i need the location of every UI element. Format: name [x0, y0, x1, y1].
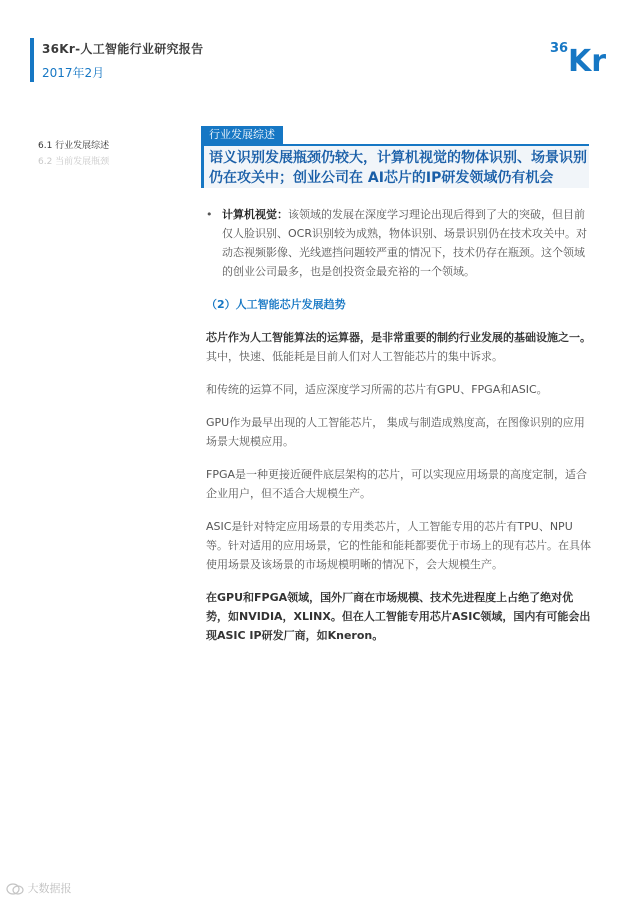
nav-item-bottleneck[interactable]: 6.2 当前发展瓶颈: [38, 157, 110, 167]
paragraph-chip-intro-rest: 其中，快速、低能耗是目前人们对人工智能芯片的集中诉求。: [206, 350, 503, 363]
paragraph-chip-types: 和传统的运算不同，适应深度学习所需的芯片有GPU、FPGA和ASIC。: [206, 383, 548, 396]
report-title: 36Kr-人工智能行业研究报告: [42, 42, 204, 56]
bullet-computer-vision: [206, 205, 594, 281]
paragraph-chip-intro-bold: 芯片作为人工智能算法的运算器，是非常重要的制约行业发展的基础设施之一。: [206, 331, 591, 344]
bullet-label: 计算机视觉：: [222, 208, 288, 221]
sub-heading-chip-trend: （2）人工智能芯片发展趋势: [206, 298, 346, 311]
watermark: [6, 880, 72, 896]
bullet-text: 该领域的发展在深度学习理论出现后得到了大的突破，但目前仅人脸识别、OCR识别较为成熟，物体识别、场景识别仍在技术攻关中。对动态视频影像、光线遮挡问题较严重的情况下，技术仍存在瓶颈。这个领域的创业公司最多，也是创投资金最充裕的一个领域。: [222, 208, 587, 278]
svg-text:36: 36: [550, 41, 569, 56]
logo-36kr: [548, 38, 618, 74]
nav-item-overview[interactable]: 6.1 行业发展综述: [38, 141, 110, 151]
paragraph-market-summary: 在GPU和FPGA领域，国外厂商在市场规模、技术先进程度上占绝了绝对优势，如NVIDIA，XLINX。但在人工智能专用芯片ASIC领域，国内有可能会出现ASIC IP研发厂商，如Kneron。: [206, 591, 591, 642]
paragraph-fpga: FPGA是一种更接近硬件底层架构的芯片，可以实现应用场景的高度定制，适合企业用户，但不适合大规模生产。: [206, 468, 588, 500]
section-tab: 行业发展综述: [201, 126, 283, 144]
paragraph-gpu: GPU作为最早出现的人工智能芯片， 集成与制造成熟度高，在图像识别的应用场景大规模应用。: [206, 416, 585, 448]
svg-text:Kr: Kr: [568, 44, 607, 74]
bullet-icon: •: [206, 208, 213, 221]
paragraph-asic: ASIC是针对特定应用场景的专用类芯片，人工智能专用的芯片有TPU、NPU等。针对适用的应用场景，它的性能和能耗都要优于市场上的现有芯片。在具体使用场景及该场景的市场规模明晰的情况下，会大规模生产。: [206, 520, 591, 571]
main-content: [206, 205, 594, 645]
section-nav: [38, 138, 188, 170]
report-date: 2017年2月: [42, 66, 105, 80]
wechat-icon: [6, 883, 24, 895]
watermark-text: 大数据报: [27, 882, 72, 895]
section-headline: 语义识别发展瓶颈仍较大，计算机视觉的物体识别、场景识别仍在攻关中；创业公司在 AI芯片的IP研发领域仍有机会: [209, 150, 587, 186]
paragraph-chip-intro: [206, 328, 594, 366]
header-accent-bar: [30, 38, 34, 82]
